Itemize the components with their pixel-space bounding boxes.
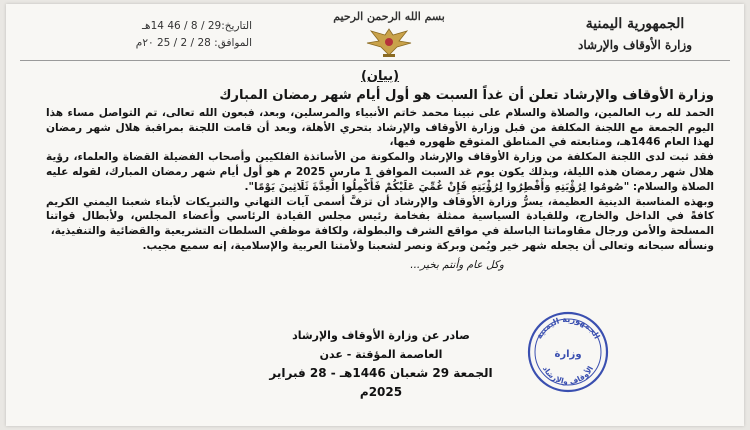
- header-divider: [20, 60, 730, 61]
- paragraph: الحمد لله رب العالمين، والصلاة والسلام على نبينا محمد خاتم الأنبياء والمرسلين، وبعد، فبعون الله تعالى، تم التواصل مساء هذا اليوم الجمعة مع اللجنة المكلفة من قبل وزارة الأوقاف والإرشاد بتحري الأهلة، وبعد أن قامت اللجنة بمراقبة هلال شهر رمضان لهذا العام 1446هـ، ومتابعته في المناطق المتوقع ظهوره فيها،: [46, 106, 714, 149]
- statement-headline: وزارة الأوقاف والإرشاد تعلن أن غداً السبت هو أول أيام شهر رمضان المبارك: [219, 87, 714, 103]
- ministry-name: وزارة الأوقاف والإرشاد: [578, 38, 692, 52]
- statement-body: [46, 70, 714, 273]
- eagle-emblem-icon: [363, 25, 415, 59]
- stamp-center-text: وزارة: [554, 349, 582, 360]
- paragraph: وبهذه المناسبة الدينية العظيمة، يسرُّ وزارة الأوقاف والإرشاد أن تزفَّ أسمى آيات التهاني والتبريكات لأبناء شعبنا اليمني الكريم كافةً في الداخل والخارج، وللقيادة السياسية ممثلة بفخامة رئيس مجلس القيادة الرئاسي وأعضاء المجلس، ولأبطال قواتنا المسلحة والأمن ورجال مقاوماتنا الباسلة في مواقع الشرف والبطولة، ولكافة موظفي السلطات التشريعية والقضائية والتنفيذية،: [46, 195, 714, 238]
- letterhead-right: [540, 16, 730, 52]
- paragraph: ونسأله سبحانه وتعالى أن يجعله شهر خير ويُمن وبركة ونصر لشعبنا ولأمتنا العربية والإسلامية، إنه سميع مجيب.: [142, 239, 714, 252]
- official-stamp-icon: [526, 310, 610, 394]
- stamp-top-text: الجمهورية اليمنية: [534, 314, 602, 341]
- svg-text:الجمهورية اليمنية: [535, 315, 602, 341]
- letterhead-dates: [82, 18, 252, 52]
- letterhead-center: [324, 10, 454, 59]
- republic-name: الجمهورية اليمنية: [585, 16, 685, 32]
- issuer-line: صادر عن وزارة الأوقاف والإرشاد: [292, 329, 470, 342]
- issuer-block: [266, 326, 496, 402]
- basmala: بسم الله الرحمن الرحيم: [333, 10, 445, 23]
- issuer-location: العاصمة المؤقتة - عدن: [319, 348, 443, 361]
- stamp-bottom-text: الأوقاف والإرشاد: [540, 364, 596, 387]
- statement-title: (بيان): [360, 69, 400, 84]
- svg-text:الأوقاف والإرشاد: [541, 365, 595, 387]
- document-page: [6, 4, 744, 426]
- date-hijri: التاريخ:29 / 8 / 46 14هـ: [141, 20, 252, 32]
- closing-greeting: وكل عام وأنتم بخير...: [410, 258, 504, 271]
- date-gregorian: الموافق: 28 / 2 / 25 ٢٠م: [135, 37, 252, 49]
- paragraph: فقد ثبت لدى اللجنة المكلفة من وزارة الأوقاف والإرشاد والمكونة من الأساتذة الفلكيين وأصحاب الفضيلة القضاة والعلماء، رؤية هلال شهر رمضان هذه الليلة، وبذلك يكون يوم غد السبت الموافق 1 مارس 2025 م هو أول أيام شهر رمضان المبارك، لقوله عليه الصلاة والسلام: "صُومُوا لِرُؤْيَتِهِ وَأَفْطِرُوا لِرُؤْيَتِهِ فَإِنْ غُمِّيَ عَلَيْكُمْ فَأَكْمِلُوا الْعِدَّةَ ثَلَاثِينَ يَوْمًا".: [46, 151, 714, 193]
- issue-date: الجمعة 29 شعبان 1446هـ - 28 فبراير 2025م: [269, 366, 493, 399]
